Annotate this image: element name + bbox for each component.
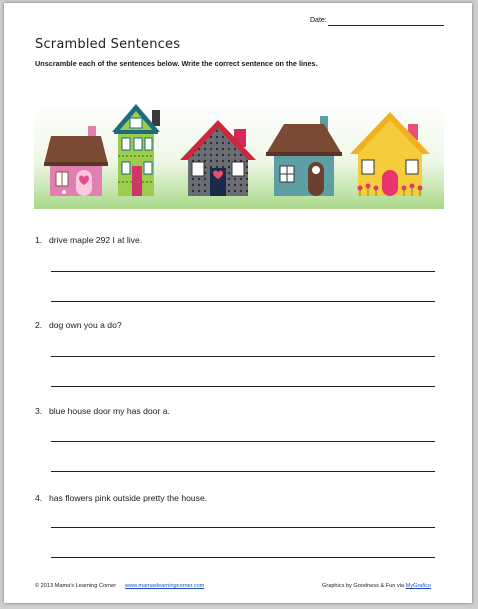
houses-banner [34, 104, 444, 209]
mygrafico-link[interactable]: MyGrafico [405, 583, 432, 589]
date-line [328, 25, 444, 26]
question-number: 1. [35, 235, 43, 245]
footer-credit [322, 583, 431, 589]
question-1 [35, 235, 142, 245]
answer-line[interactable] [51, 471, 435, 472]
answer-line[interactable] [51, 271, 435, 272]
answer-line[interactable] [51, 527, 435, 528]
question-2 [35, 320, 122, 330]
answer-line[interactable] [51, 386, 435, 387]
question-number: 2. [35, 320, 43, 330]
question-number: 3. [35, 406, 43, 416]
pink-cottage-icon [44, 126, 108, 196]
date-label: Date: [310, 17, 327, 24]
answer-line[interactable] [51, 301, 435, 302]
question-text: blue house door my has door a. [49, 406, 170, 416]
answer-line[interactable] [51, 557, 435, 558]
credit-text: Graphics by Goodness & Fun via [322, 583, 406, 589]
worksheet-page [4, 3, 472, 603]
question-text: dog own you a do? [49, 320, 122, 330]
answer-line[interactable] [51, 356, 435, 357]
question-text: drive maple 292 I at live. [49, 235, 143, 245]
question-4 [35, 493, 207, 503]
footer-copyright [35, 583, 204, 589]
site-link[interactable]: www.mamaslearningcorner.com [125, 583, 205, 589]
instructions: Unscramble each of the sentences below. Write the correct sentence on the lines. [35, 59, 318, 68]
question-3 [35, 406, 170, 416]
page-title: Scrambled Sentences [35, 37, 181, 52]
copyright-text: © 2013 Mama's Learning Corner [35, 583, 117, 589]
question-text: has flowers pink outside pretty the house. [49, 493, 208, 503]
question-number: 4. [35, 493, 43, 503]
answer-line[interactable] [51, 441, 435, 442]
